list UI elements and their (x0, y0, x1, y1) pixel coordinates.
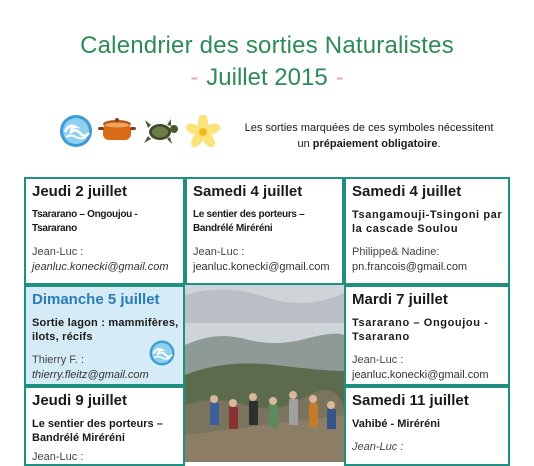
notice-suffix: . (437, 138, 441, 150)
event-title: Tsangamouji-Tsingoni par la cascade Soulou (352, 209, 503, 235)
sea-turtle-icon (142, 117, 180, 147)
event-card[interactable] (344, 285, 510, 386)
event-contact: Jean-Luc : (32, 451, 84, 463)
event-card[interactable] (344, 386, 510, 466)
event-date: Dimanche 5 juillet (32, 291, 160, 308)
event-title: Vahibé - Miréréni (352, 418, 441, 430)
event-date: Samedi 4 juillet (352, 183, 462, 200)
event-email[interactable]: thierry.fleitz@gmail.com (32, 369, 149, 381)
event-date: Jeudi 9 juillet (32, 392, 128, 409)
month-label: Juillet 2015 (206, 64, 328, 91)
event-contact: Jean-Luc : (32, 246, 84, 258)
event-date: Jeudi 2 juillet (32, 183, 128, 200)
page-subtitle (0, 64, 534, 92)
notice-line-1: Les sorties marquées de ces symboles nécessitent (244, 122, 494, 134)
event-title: Le sentier des porteurs – Bandrélé Miréréni (193, 209, 305, 234)
event-title: Tsararano – Ongoujou - Tsararano (32, 209, 138, 234)
event-contact: Thierry F. : (32, 354, 84, 366)
event-card[interactable] (24, 386, 185, 466)
prepayment-legend-icons (58, 113, 220, 151)
event-contact: Philippe& Nadine: (352, 246, 440, 258)
title-dash-left: - (190, 64, 199, 91)
event-card[interactable] (344, 177, 510, 285)
event-date: Samedi 4 juillet (193, 183, 303, 200)
event-title: Sortie lagon : mammifères, ilots, récifs (32, 317, 179, 343)
event-email[interactable]: jeanluc.konecki@gmail.com (193, 261, 330, 273)
wave-icon (148, 339, 176, 367)
notice-line-2 (224, 136, 514, 152)
hikers-photo (185, 285, 344, 462)
event-date: Samedi 11 juillet (352, 392, 469, 409)
event-card[interactable] (24, 177, 185, 285)
title-dash-right: - (335, 64, 344, 91)
event-date: Mardi 7 juillet (352, 291, 448, 308)
event-contact: Jean-Luc : (193, 246, 245, 258)
event-email[interactable]: jeanluc.konecki@gmail.com (352, 369, 489, 381)
event-contact: Jean-Luc : (352, 441, 404, 453)
notice-prefix: un (297, 138, 313, 150)
event-card[interactable] (185, 177, 344, 285)
notice-bold: prépaiement obligatoire (312, 138, 438, 150)
event-contact: Jean-Luc : (352, 354, 404, 366)
wave-icon (58, 113, 94, 149)
page-title: Calendrier des sorties Naturalistes (80, 32, 454, 59)
prepayment-notice (224, 120, 514, 152)
event-title: Tsararano – Ongoujou - Tsararano (352, 317, 489, 343)
event-title: Le sentier des porteurs – Bandrélé Miréréni (32, 418, 163, 444)
event-card-highlighted[interactable] (24, 285, 185, 386)
event-email[interactable]: pn.francois@gmail.com (352, 261, 468, 273)
cooking-pot-icon (98, 115, 136, 147)
frangipani-flower-icon (186, 115, 220, 149)
event-email[interactable]: jeanluc.konecki@gmail.com (32, 261, 169, 273)
